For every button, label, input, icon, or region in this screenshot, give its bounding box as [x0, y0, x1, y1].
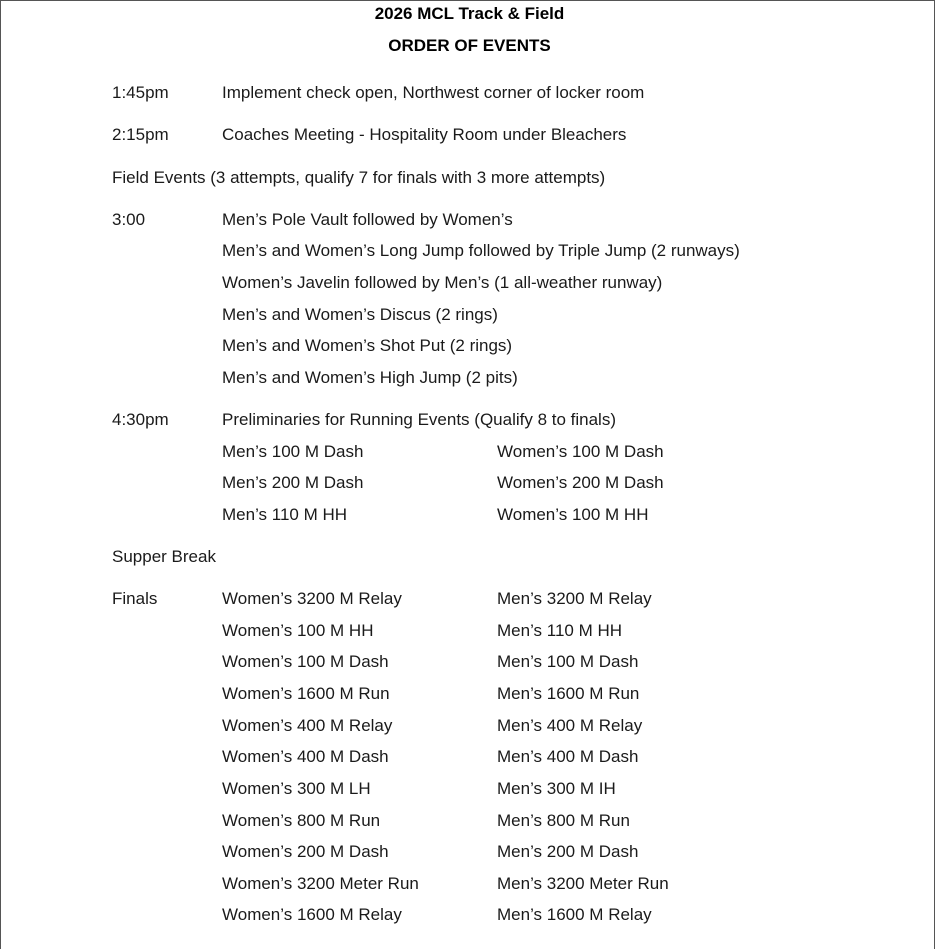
final-event-men: Men’s 110 M HH — [497, 621, 623, 640]
final-event-women: Women’s 400 M Relay — [222, 716, 393, 735]
coaches-meeting-text: Coaches Meeting - Hospitality Room under Bleachers — [222, 125, 627, 144]
prelim-event-men: Men’s 200 M Dash — [222, 473, 364, 492]
supper-break: Supper Break — [112, 547, 216, 566]
final-event-men: Men’s 300 M IH — [497, 779, 616, 798]
prelim-event-men: Men’s 110 M HH — [222, 505, 348, 524]
final-event-women: Women’s 3200 Meter Run — [222, 874, 419, 893]
final-event-men: Men’s 3200 M Relay — [497, 589, 652, 608]
time-field-events: 3:00 — [112, 210, 146, 229]
final-event-women: Women’s 100 M Dash — [222, 652, 389, 671]
prelim-event-women: Women’s 100 M HH — [497, 505, 649, 524]
final-event-men: Men’s 1600 M Run — [497, 684, 640, 703]
preliminaries-text: Preliminaries for Running Events (Qualify 8 to finals) — [222, 410, 616, 429]
final-event-women: Women’s 200 M Dash — [222, 842, 389, 861]
document-title: 2026 MCL Track & Field — [374, 4, 565, 23]
field-event-item: Men’s and Women’s High Jump (2 pits) — [222, 368, 518, 387]
final-event-men: Men’s 3200 Meter Run — [497, 874, 669, 893]
final-event-men: Men’s 1600 M Relay — [497, 905, 652, 924]
final-event-men: Men’s 100 M Dash — [497, 652, 639, 671]
prelim-event-women: Women’s 200 M Dash — [497, 473, 664, 492]
finals-label: Finals — [112, 589, 158, 608]
final-event-women: Women’s 1600 M Run — [222, 684, 390, 703]
field-event-item: Men’s and Women’s Long Jump followed by Triple Jump (2 runways) — [222, 241, 740, 260]
final-event-women: Women’s 400 M Dash — [222, 747, 389, 766]
field-event-item: Men’s and Women’s Discus (2 rings) — [222, 305, 498, 324]
final-event-women: Women’s 1600 M Relay — [222, 905, 402, 924]
final-event-women: Women’s 100 M HH — [222, 621, 374, 640]
implement-check-text: Implement check open, Northwest corner of locker room — [222, 83, 645, 102]
field-event-item: Women’s Javelin followed by Men’s (1 all-weather runway) — [222, 273, 663, 292]
field-event-item: Men’s Pole Vault followed by Women’s — [222, 210, 513, 229]
field-events-note: Field Events (3 attempts, qualify 7 for finals with 3 more attempts) — [112, 168, 606, 187]
time-preliminaries: 4:30pm — [112, 410, 169, 429]
final-event-men: Men’s 200 M Dash — [497, 842, 639, 861]
final-event-women: Women’s 800 M Run — [222, 811, 381, 830]
time-implement-check: 1:45pm — [112, 83, 169, 102]
prelim-event-men: Men’s 100 M Dash — [222, 442, 364, 461]
document-subtitle: ORDER OF EVENTS — [388, 36, 551, 55]
prelim-event-women: Women’s 100 M Dash — [497, 442, 664, 461]
final-event-women: Women’s 300 M LH — [222, 779, 371, 798]
final-event-men: Men’s 800 M Run — [497, 811, 630, 830]
final-event-men: Men’s 400 M Relay — [497, 716, 643, 735]
field-event-item: Men’s and Women’s Shot Put (2 rings) — [222, 336, 513, 355]
final-event-women: Women’s 3200 M Relay — [222, 589, 402, 608]
final-event-men: Men’s 400 M Dash — [497, 747, 639, 766]
time-coaches-meeting: 2:15pm — [112, 125, 169, 144]
